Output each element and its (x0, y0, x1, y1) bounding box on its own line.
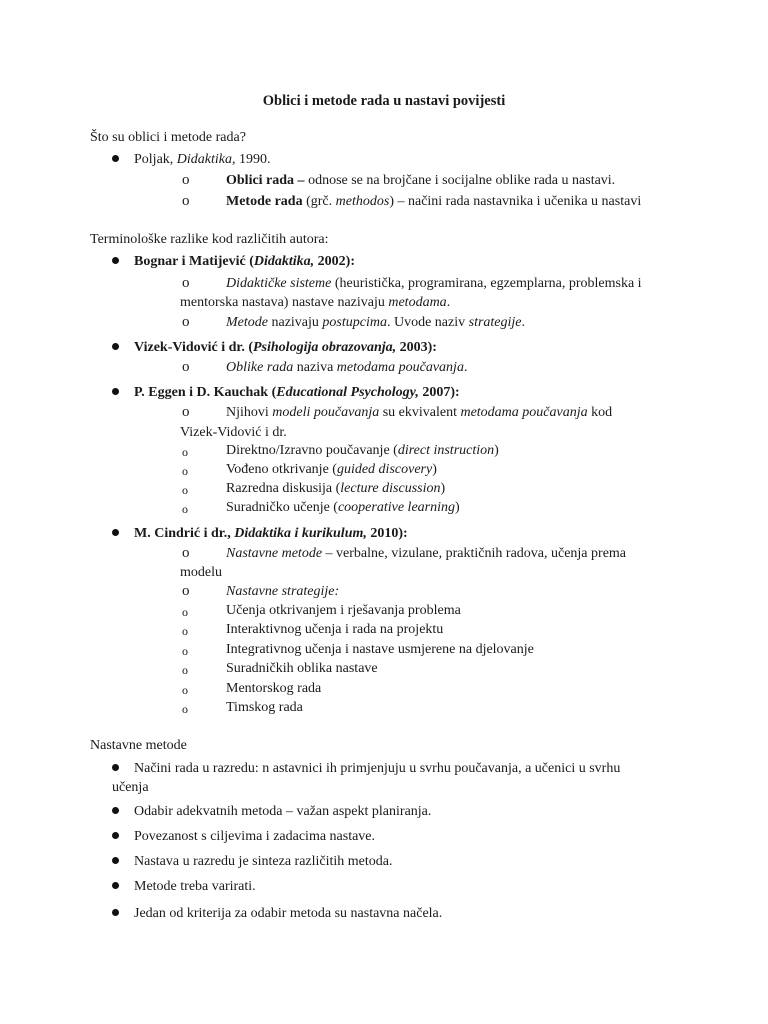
vizek-year: 2003): (396, 340, 437, 355)
circle-marker: o (182, 193, 190, 209)
cindric-line (134, 525, 408, 543)
bognar-year: 2002): (314, 254, 355, 269)
bognar-sub1-term: Didaktičke sisteme (226, 276, 332, 291)
vizek-line (134, 339, 437, 357)
nastavne-item-1: Načini rada u razredu: n astavnici ih primjenjuju u svrhu poučavanja, a učenici u svrhu (134, 761, 621, 776)
eggen-item-3 (226, 480, 445, 498)
bullet-nastavne-1 (112, 764, 119, 771)
eggen-sub1-t2: modeli poučavanja (272, 405, 380, 420)
metode-rada-line (226, 193, 641, 211)
circle-marker: o (182, 702, 188, 716)
eggen-item-3-t: Razredna diskusija ( (226, 481, 341, 496)
eggen-item-3-e: ) (440, 481, 446, 496)
bognar-sub2-t5: strategije (468, 315, 522, 330)
bognar-sub1-cont (180, 294, 450, 312)
bognar-sub2-t2: nazivaju (267, 315, 323, 330)
eggen-item-4-t: Suradničko učenje ( (226, 500, 338, 515)
circle-marker: o (182, 464, 188, 478)
bognar-line (134, 253, 355, 271)
eggen-item-2-i: guided discovery (336, 462, 433, 477)
poljak-year: , 1990. (232, 152, 271, 167)
eggen-sub1-t1: Njihovi (226, 405, 273, 420)
cindric-sub1 (226, 545, 626, 563)
bognar-sub2-t6: . (521, 315, 526, 330)
eggen-item-1-i: direct instruction (397, 443, 495, 458)
cindric-sub1-term: Nastavne metode (226, 546, 323, 561)
cindric-item-3: Integrativnog učenja i nastave usmjerene na djelovanje (226, 642, 534, 657)
document-title: Oblici i metode rada u nastavi povijesti (262, 93, 506, 109)
vizek-sub1-t2: naziva (293, 360, 337, 375)
bullet-nastavne-4 (112, 857, 119, 864)
nastavne-item-1-cont: učenja (112, 780, 149, 795)
nastavne-item-2: Odabir adekvatnih metoda – važan aspekt planiranja. (134, 804, 432, 819)
bognar-sub1-cont-term: metodama (388, 295, 447, 310)
eggen-item-4-e: ) (455, 500, 460, 515)
eggen-item-1-e: ) (494, 443, 499, 458)
eggen-line (134, 384, 460, 402)
bullet-nastavne-2 (112, 807, 119, 814)
eggen-sub1-t3: su ekvivalent (379, 405, 461, 420)
bullet-cindric (112, 529, 119, 536)
bullet-nastavne-3 (112, 832, 119, 839)
vizek-sub1-t1: Oblike rada (226, 360, 294, 375)
cindric-item-1: Učenja otkrivanjem i rješavanja problema (226, 603, 461, 618)
poljak-line (134, 151, 271, 169)
bullet-vizek (112, 343, 119, 350)
bognar-book: Didaktika, (253, 254, 315, 269)
circle-marker: o (182, 445, 188, 459)
cindric-sub2: Nastavne strategije: (226, 584, 340, 599)
bognar-authors: Bognar i Matijević ( (134, 254, 254, 269)
nastavne-metode-heading: Nastavne metode (90, 738, 187, 753)
circle-marker: o (182, 624, 188, 638)
cindric-item-5: Mentorskog rada (226, 681, 322, 696)
circle-marker: o (182, 483, 188, 497)
terminology-heading: Terminološke razlike kod različitih autora: (90, 232, 329, 247)
bognar-sub1 (226, 275, 642, 293)
eggen-sub1 (226, 404, 612, 422)
question-heading: Što su oblici i metode rada? (90, 130, 246, 145)
eggen-item-1-t: Direktno/Izravno poučavanje ( (226, 443, 398, 458)
bullet-nastavne-6 (112, 909, 119, 916)
cindric-sub1-text: – verbalne, vizulane, praktičnih radova, učenja prema (322, 546, 627, 561)
cindric-item-4: Suradničkih oblika nastave (226, 661, 378, 676)
vizek-sub1-t4: . (463, 360, 468, 375)
cindric-sub1-cont: modelu (180, 565, 222, 580)
bognar-sub2-t4: . Uvode naziv (386, 315, 469, 330)
circle-marker: o (182, 644, 188, 658)
circle-marker: o (182, 314, 190, 330)
circle-marker: o (182, 172, 190, 188)
bognar-sub2 (226, 314, 525, 332)
nastavne-item-4: Nastava u razredu je sinteza različitih metoda. (134, 854, 393, 869)
eggen-sub1-t4: metodama poučavanja (460, 405, 588, 420)
oblici-rada-term: Oblici rada – (226, 173, 309, 188)
oblici-rada-line (226, 172, 615, 190)
vizek-authors: Vizek-Vidović i dr. ( (134, 340, 253, 355)
poljak-book: Didaktika (176, 152, 232, 167)
metode-rada-term: Metode rada (226, 194, 303, 209)
circle-marker: o (182, 663, 188, 677)
eggen-sub1-cont: Vizek-Vidović i dr. (180, 425, 287, 440)
bullet-eggen (112, 388, 119, 395)
circle-marker: o (182, 545, 190, 561)
cindric-item-6: Timskog rada (226, 700, 303, 715)
oblici-rada-text: odnose se na brojčane i socijalne oblike rada u nastavi. (308, 173, 616, 188)
circle-marker: o (182, 605, 188, 619)
vizek-book: Psihologija obrazovanja, (253, 340, 397, 355)
metode-rada-greek: methodos (335, 194, 390, 209)
vizek-sub1-t3: metodama poučavanja (336, 360, 464, 375)
circle-marker: o (182, 275, 190, 291)
nastavne-item-6: Jedan od kriterija za odabir metoda su nastavna načela. (134, 906, 443, 921)
eggen-item-2-e: ) (432, 462, 437, 477)
bullet-nastavne-5 (112, 882, 119, 889)
bullet-poljak (112, 155, 119, 162)
poljak-author: Poljak, (134, 152, 177, 167)
nastavne-item-5: Metode treba varirati. (134, 879, 256, 894)
eggen-sub1-t5: kod (587, 405, 613, 420)
cindric-book: Didaktika i kurikulum, (234, 526, 367, 541)
bognar-sub2-t3: postupcima (322, 315, 387, 330)
circle-marker: o (182, 359, 190, 375)
circle-marker: o (182, 583, 190, 599)
eggen-authors: P. Eggen i D. Kauchak ( (134, 385, 277, 400)
metode-rada-text2: ) – načini rada nastavnika i učenika u nastavi (389, 194, 642, 209)
circle-marker: o (182, 502, 188, 516)
eggen-item-4-i: cooperative learning (337, 500, 455, 515)
cindric-authors: M. Cindrić i dr., (134, 526, 235, 541)
cindric-year: 2010): (366, 526, 408, 541)
nastavne-item-3: Povezanost s ciljevima i zadacima nastave. (134, 829, 376, 844)
vizek-sub1 (226, 359, 467, 377)
cindric-item-2: Interaktivnog učenja i rada na projektu (226, 622, 444, 637)
eggen-item-1 (226, 442, 499, 460)
metode-rada-text: (grč. (302, 194, 336, 209)
circle-marker: o (182, 683, 188, 697)
bognar-sub2-t1: Metode (226, 315, 268, 330)
circle-marker: o (182, 404, 190, 420)
bognar-sub1-cont-end: . (446, 295, 451, 310)
bognar-sub1-cont-text: mentorska nastava) nastave nazivaju (180, 295, 389, 310)
eggen-book: Educational Psychology, (276, 385, 419, 400)
eggen-item-2 (226, 461, 437, 479)
bullet-bognar (112, 257, 119, 264)
eggen-item-3-i: lecture discussion (340, 481, 441, 496)
eggen-item-2-t: Vođeno otkrivanje ( (226, 462, 337, 477)
eggen-item-4 (226, 499, 460, 517)
bognar-sub1-text: (heuristička, programirana, egzemplarna, problemska i (331, 276, 642, 291)
eggen-year: 2007): (418, 385, 460, 400)
